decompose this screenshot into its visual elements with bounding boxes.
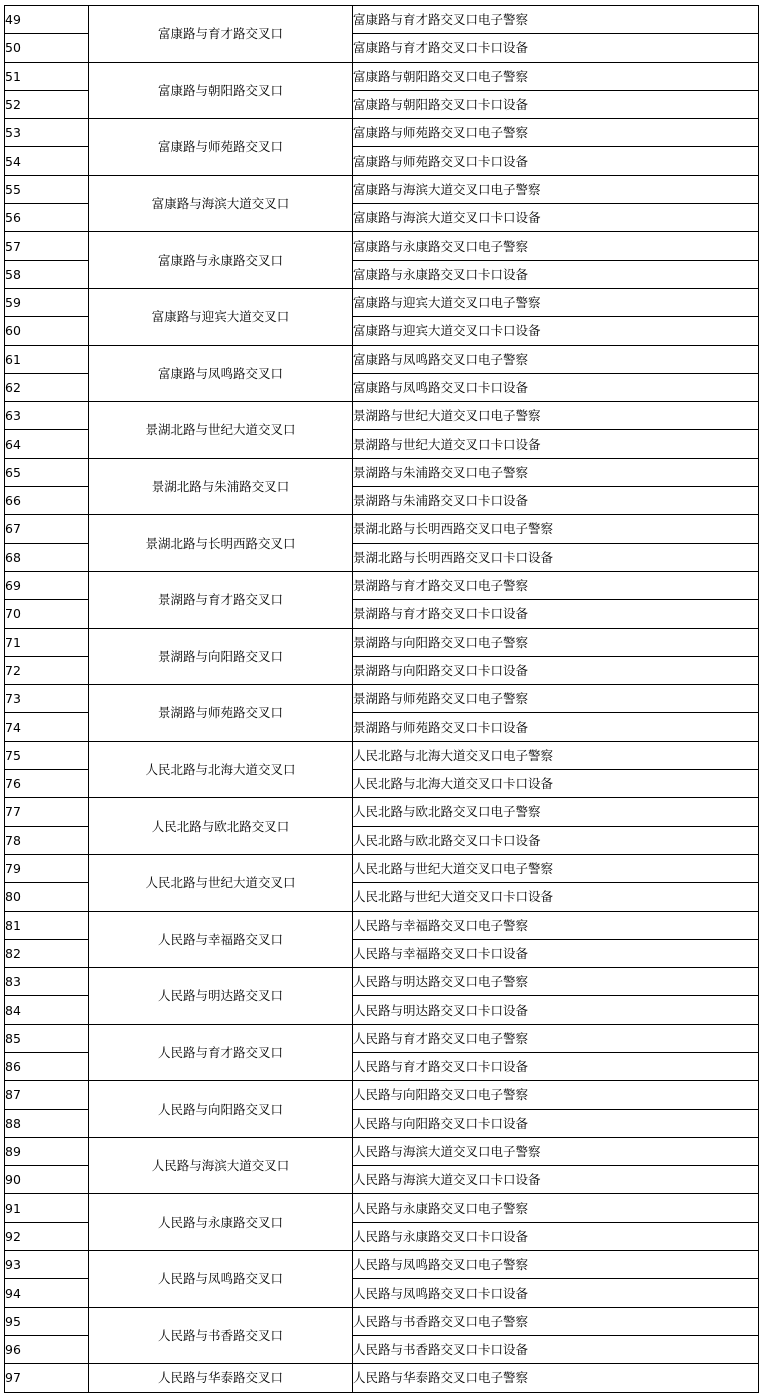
row-number: 70 bbox=[5, 600, 89, 628]
row-number: 73 bbox=[5, 685, 89, 713]
intersection-name: 富康路与迎宾大道交叉口 bbox=[89, 288, 353, 345]
device-name: 景湖路与朱浦路交叉口电子警察 bbox=[353, 458, 759, 486]
device-name: 富康路与凤鸣路交叉口卡口设备 bbox=[353, 373, 759, 401]
intersection-name: 人民路与幸福路交叉口 bbox=[89, 911, 353, 968]
device-name: 人民路与幸福路交叉口卡口设备 bbox=[353, 939, 759, 967]
row-number: 57 bbox=[5, 232, 89, 260]
row-group-19-first bbox=[5, 1024, 759, 1052]
row-number: 90 bbox=[5, 1166, 89, 1194]
row-group-25-first bbox=[5, 1364, 759, 1392]
row-group-4-first bbox=[5, 175, 759, 203]
row-number: 61 bbox=[5, 345, 89, 373]
row-number: 54 bbox=[5, 147, 89, 175]
row-group-21-first bbox=[5, 1137, 759, 1165]
row-number: 87 bbox=[5, 1081, 89, 1109]
row-number: 91 bbox=[5, 1194, 89, 1222]
device-name: 富康路与迎宾大道交叉口电子警察 bbox=[353, 288, 759, 316]
intersection-name: 人民路与明达路交叉口 bbox=[89, 968, 353, 1025]
row-group-2-first bbox=[5, 62, 759, 90]
device-name: 人民路与永康路交叉口卡口设备 bbox=[353, 1222, 759, 1250]
row-number: 84 bbox=[5, 996, 89, 1024]
row-number: 86 bbox=[5, 1052, 89, 1080]
row-number: 93 bbox=[5, 1251, 89, 1279]
row-number: 72 bbox=[5, 656, 89, 684]
device-name: 富康路与迎宾大道交叉口卡口设备 bbox=[353, 317, 759, 345]
row-number: 59 bbox=[5, 288, 89, 316]
row-group-7-first bbox=[5, 345, 759, 373]
device-name: 富康路与师苑路交叉口电子警察 bbox=[353, 119, 759, 147]
device-name: 富康路与师苑路交叉口卡口设备 bbox=[353, 147, 759, 175]
device-name: 人民北路与欧北路交叉口卡口设备 bbox=[353, 826, 759, 854]
intersection-name: 人民路与海滨大道交叉口 bbox=[89, 1137, 353, 1194]
row-group-14-first bbox=[5, 741, 759, 769]
row-group-10-first bbox=[5, 515, 759, 543]
row-number: 79 bbox=[5, 854, 89, 882]
device-name: 人民北路与北海大道交叉口卡口设备 bbox=[353, 770, 759, 798]
device-name: 人民路与明达路交叉口卡口设备 bbox=[353, 996, 759, 1024]
intersection-name: 富康路与朝阳路交叉口 bbox=[89, 62, 353, 119]
intersection-name: 人民路与华泰路交叉口 bbox=[89, 1364, 353, 1392]
row-number: 66 bbox=[5, 487, 89, 515]
device-name: 富康路与凤鸣路交叉口电子警察 bbox=[353, 345, 759, 373]
row-group-1-first bbox=[5, 6, 759, 34]
row-number: 82 bbox=[5, 939, 89, 967]
intersection-name: 人民北路与北海大道交叉口 bbox=[89, 741, 353, 798]
row-number: 67 bbox=[5, 515, 89, 543]
row-number: 88 bbox=[5, 1109, 89, 1137]
device-name: 人民路与向阳路交叉口电子警察 bbox=[353, 1081, 759, 1109]
row-group-23-first bbox=[5, 1251, 759, 1279]
device-name: 人民北路与欧北路交叉口电子警察 bbox=[353, 798, 759, 826]
row-number: 68 bbox=[5, 543, 89, 571]
row-number: 65 bbox=[5, 458, 89, 486]
row-number: 85 bbox=[5, 1024, 89, 1052]
row-number: 96 bbox=[5, 1335, 89, 1363]
intersection-name: 景湖北路与长明西路交叉口 bbox=[89, 515, 353, 572]
row-group-22-first bbox=[5, 1194, 759, 1222]
row-number: 58 bbox=[5, 260, 89, 288]
device-name: 富康路与朝阳路交叉口电子警察 bbox=[353, 62, 759, 90]
device-name: 人民北路与世纪大道交叉口卡口设备 bbox=[353, 883, 759, 911]
intersection-name: 景湖路与师苑路交叉口 bbox=[89, 685, 353, 742]
table-body bbox=[5, 6, 759, 1393]
row-number: 89 bbox=[5, 1137, 89, 1165]
device-name: 景湖路与朱浦路交叉口卡口设备 bbox=[353, 487, 759, 515]
device-name: 景湖路与师苑路交叉口电子警察 bbox=[353, 685, 759, 713]
device-name: 人民路与书香路交叉口电子警察 bbox=[353, 1307, 759, 1335]
row-number: 75 bbox=[5, 741, 89, 769]
row-number: 95 bbox=[5, 1307, 89, 1335]
row-group-9-first bbox=[5, 458, 759, 486]
row-group-12-first bbox=[5, 628, 759, 656]
device-name: 景湖路与育才路交叉口卡口设备 bbox=[353, 600, 759, 628]
row-group-17-first bbox=[5, 911, 759, 939]
device-name: 人民北路与北海大道交叉口电子警察 bbox=[353, 741, 759, 769]
intersection-name: 富康路与凤鸣路交叉口 bbox=[89, 345, 353, 402]
row-group-24-first bbox=[5, 1307, 759, 1335]
row-number: 52 bbox=[5, 90, 89, 118]
device-name: 人民路与凤鸣路交叉口电子警察 bbox=[353, 1251, 759, 1279]
device-name: 人民路与育才路交叉口电子警察 bbox=[353, 1024, 759, 1052]
device-name: 人民路与海滨大道交叉口卡口设备 bbox=[353, 1166, 759, 1194]
row-number: 56 bbox=[5, 204, 89, 232]
row-number: 97 bbox=[5, 1364, 89, 1392]
intersection-name: 富康路与永康路交叉口 bbox=[89, 232, 353, 289]
device-name: 人民路与幸福路交叉口电子警察 bbox=[353, 911, 759, 939]
device-name: 人民路与海滨大道交叉口电子警察 bbox=[353, 1137, 759, 1165]
row-group-18-first bbox=[5, 968, 759, 996]
row-number: 55 bbox=[5, 175, 89, 203]
row-number: 80 bbox=[5, 883, 89, 911]
row-group-3-first bbox=[5, 119, 759, 147]
row-number: 60 bbox=[5, 317, 89, 345]
device-name: 景湖北路与长明西路交叉口卡口设备 bbox=[353, 543, 759, 571]
device-name: 富康路与育才路交叉口卡口设备 bbox=[353, 34, 759, 62]
row-number: 76 bbox=[5, 770, 89, 798]
row-number: 77 bbox=[5, 798, 89, 826]
intersection-name: 景湖北路与世纪大道交叉口 bbox=[89, 402, 353, 459]
row-number: 49 bbox=[5, 6, 89, 34]
device-name: 景湖路与向阳路交叉口卡口设备 bbox=[353, 656, 759, 684]
device-name: 富康路与海滨大道交叉口电子警察 bbox=[353, 175, 759, 203]
intersection-name: 人民路与书香路交叉口 bbox=[89, 1307, 353, 1364]
row-number: 64 bbox=[5, 430, 89, 458]
device-name: 景湖路与师苑路交叉口卡口设备 bbox=[353, 713, 759, 741]
device-name: 富康路与永康路交叉口电子警察 bbox=[353, 232, 759, 260]
device-name: 富康路与海滨大道交叉口卡口设备 bbox=[353, 204, 759, 232]
intersection-name: 人民路与凤鸣路交叉口 bbox=[89, 1251, 353, 1308]
intersection-name: 人民北路与欧北路交叉口 bbox=[89, 798, 353, 855]
intersection-name: 富康路与育才路交叉口 bbox=[89, 6, 353, 63]
row-number: 62 bbox=[5, 373, 89, 401]
row-number: 81 bbox=[5, 911, 89, 939]
row-group-16-first bbox=[5, 854, 759, 882]
device-name: 景湖路与世纪大道交叉口电子警察 bbox=[353, 402, 759, 430]
row-group-5-first bbox=[5, 232, 759, 260]
device-name: 人民路与向阳路交叉口卡口设备 bbox=[353, 1109, 759, 1137]
row-group-6-first bbox=[5, 288, 759, 316]
row-group-15-first bbox=[5, 798, 759, 826]
intersection-name: 景湖路与育才路交叉口 bbox=[89, 571, 353, 628]
device-name: 人民路与凤鸣路交叉口卡口设备 bbox=[353, 1279, 759, 1307]
device-name: 人民路与书香路交叉口卡口设备 bbox=[353, 1335, 759, 1363]
row-number: 53 bbox=[5, 119, 89, 147]
device-table bbox=[4, 5, 759, 1393]
row-number: 71 bbox=[5, 628, 89, 656]
device-name: 人民路与华泰路交叉口电子警察 bbox=[353, 1364, 759, 1392]
device-name: 景湖路与育才路交叉口电子警察 bbox=[353, 571, 759, 599]
intersection-name: 景湖路与向阳路交叉口 bbox=[89, 628, 353, 685]
device-name: 富康路与朝阳路交叉口卡口设备 bbox=[353, 90, 759, 118]
intersection-name: 富康路与海滨大道交叉口 bbox=[89, 175, 353, 232]
row-number: 69 bbox=[5, 571, 89, 599]
intersection-name: 人民北路与世纪大道交叉口 bbox=[89, 854, 353, 911]
device-name: 景湖路与向阳路交叉口电子警察 bbox=[353, 628, 759, 656]
row-number: 74 bbox=[5, 713, 89, 741]
intersection-name: 人民路与育才路交叉口 bbox=[89, 1024, 353, 1081]
device-name: 人民北路与世纪大道交叉口电子警察 bbox=[353, 854, 759, 882]
device-name: 富康路与永康路交叉口卡口设备 bbox=[353, 260, 759, 288]
row-number: 78 bbox=[5, 826, 89, 854]
row-number: 94 bbox=[5, 1279, 89, 1307]
row-number: 63 bbox=[5, 402, 89, 430]
intersection-name: 富康路与师苑路交叉口 bbox=[89, 119, 353, 176]
device-name: 景湖路与世纪大道交叉口卡口设备 bbox=[353, 430, 759, 458]
row-group-11-first bbox=[5, 571, 759, 599]
row-group-20-first bbox=[5, 1081, 759, 1109]
row-number: 83 bbox=[5, 968, 89, 996]
row-number: 50 bbox=[5, 34, 89, 62]
device-name: 人民路与永康路交叉口电子警察 bbox=[353, 1194, 759, 1222]
intersection-name: 人民路与永康路交叉口 bbox=[89, 1194, 353, 1251]
row-number: 51 bbox=[5, 62, 89, 90]
row-number: 92 bbox=[5, 1222, 89, 1250]
intersection-name: 景湖北路与朱浦路交叉口 bbox=[89, 458, 353, 515]
row-group-13-first bbox=[5, 685, 759, 713]
device-name: 人民路与明达路交叉口电子警察 bbox=[353, 968, 759, 996]
row-group-8-first bbox=[5, 402, 759, 430]
device-name: 景湖北路与长明西路交叉口电子警察 bbox=[353, 515, 759, 543]
device-name: 人民路与育才路交叉口卡口设备 bbox=[353, 1052, 759, 1080]
device-name: 富康路与育才路交叉口电子警察 bbox=[353, 6, 759, 34]
intersection-name: 人民路与向阳路交叉口 bbox=[89, 1081, 353, 1138]
